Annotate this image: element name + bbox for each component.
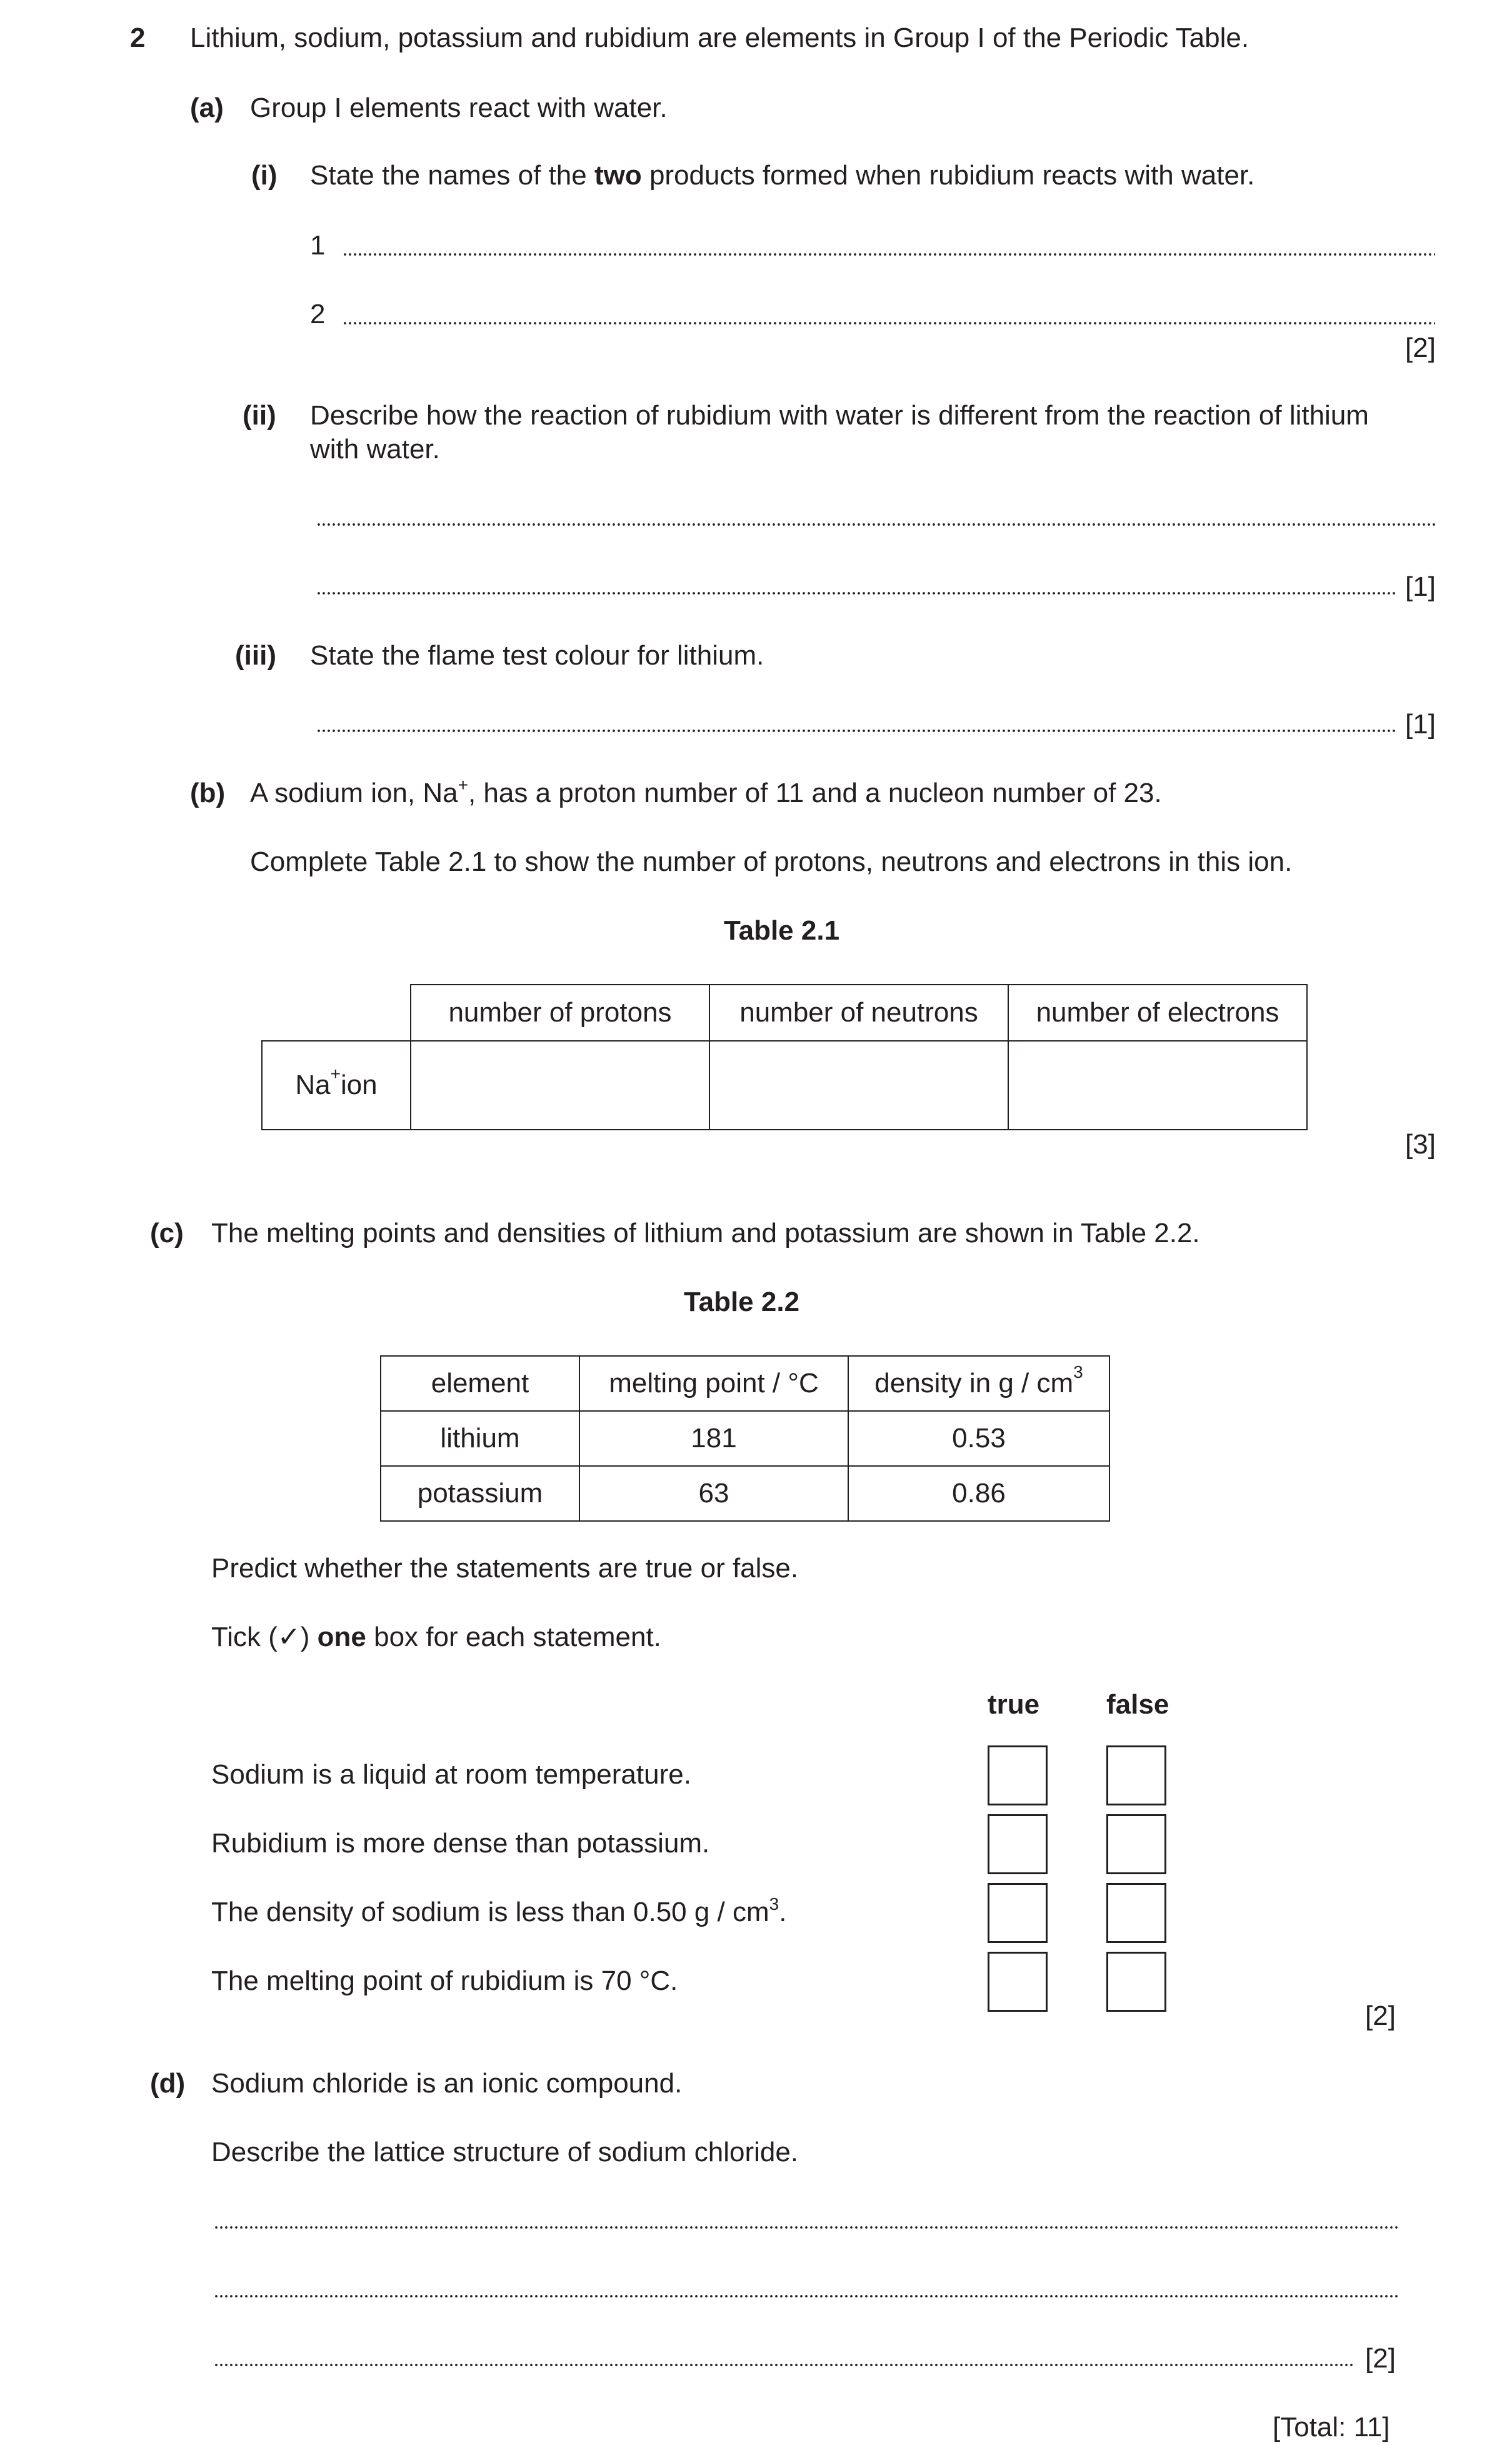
marks-a-i: [2]: [1405, 333, 1436, 363]
statement-1-false-box[interactable]: [1106, 1745, 1166, 1805]
part-b-text: A sodium ion, Na+, has a proton number of 11 and a nucleon number of 23.: [250, 775, 1162, 808]
part-d-text: Sodium chloride is an ionic compound.: [211, 2068, 683, 2099]
table-2-1-header-protons: number of protons: [410, 984, 710, 1042]
answer-line-a-ii-1[interactable]: [316, 523, 1435, 526]
marks-d: [2]: [1365, 2343, 1396, 2374]
statement-3: The density of sodium is less than 0.50 g / $cm^3$.: [211, 1894, 787, 1927]
part-a-ii-label: (ii): [243, 400, 276, 431]
answer-line-2[interactable]: [343, 321, 1435, 325]
part-c-label: (c): [150, 1218, 184, 1248]
answer-line-2-label: 2: [310, 299, 326, 329]
table-2-2-cell: 63: [579, 1465, 849, 1522]
table-2-2-title: Table 2.2: [684, 1287, 800, 1317]
part-a-i-label: (i): [251, 160, 278, 191]
table-2-2-header-element: element: [380, 1355, 580, 1412]
part-a-iii-question: State the flame test colour for lithium.: [310, 640, 764, 671]
part-b-label: (b): [190, 778, 226, 808]
statement-2: Rubidium is more dense than potassium.: [211, 1828, 710, 1859]
statement-1: Sodium is a liquid at room temperature.: [211, 1759, 691, 1790]
table-2-1-answer-protons[interactable]: [410, 1040, 710, 1130]
table-2-2-cell: 0.53: [848, 1410, 1110, 1467]
statement-3-false-box[interactable]: [1106, 1883, 1166, 1943]
table-2-1-row-label: Na + ion: [261, 1040, 411, 1130]
answer-line-a-iii[interactable]: [316, 729, 1395, 733]
marks-a-ii: [1]: [1405, 571, 1436, 602]
answer-line-1-label: 1: [310, 230, 326, 261]
question-intro: Lithium, sodium, potassium and rubidium are elements in Group I of the Periodic Table.: [190, 23, 1249, 53]
answer-line-d-2[interactable]: [214, 2294, 1398, 2298]
question-number: 2: [130, 23, 146, 53]
table-2-1-title: Table 2.1: [724, 915, 840, 946]
table-2-1-answer-electrons[interactable]: [1008, 1040, 1308, 1130]
part-c-predict: Predict whether the statements are true or false.: [211, 1553, 799, 1584]
table-2-2-header-melting-point: melting point / °C: [579, 1355, 849, 1412]
part-a-ii-question-line2: with water.: [310, 434, 440, 464]
marks-c: [2]: [1365, 2001, 1396, 2031]
statement-1-true-box[interactable]: [988, 1745, 1048, 1805]
part-a-label: (a): [190, 93, 224, 123]
answer-line-d-1[interactable]: [214, 2226, 1398, 2229]
false-column-header: false: [1106, 1689, 1169, 1720]
part-b-instruction: Complete Table 2.1 to show the number of protons, neutrons and electrons in this ion.: [250, 846, 1293, 877]
table-2-1-answer-neutrons[interactable]: [709, 1040, 1009, 1130]
table-2-1-header-neutrons: number of neutrons: [709, 984, 1009, 1042]
part-a-iii-label: (iii): [235, 640, 276, 671]
part-a-i-question: State the names of the two products formed when rubidium reacts with water.: [310, 160, 1255, 191]
part-d-label: (d): [150, 2068, 186, 2099]
statement-3-true-box[interactable]: [988, 1883, 1048, 1943]
table-2-2-cell: 181: [579, 1410, 849, 1467]
table-2-2-header-density: density in g / cm 3: [848, 1355, 1110, 1412]
answer-line-1[interactable]: [343, 253, 1435, 256]
statement-4: The melting point of rubidium is 70 °C.: [211, 1966, 678, 1996]
table-2-2-cell: 0.86: [848, 1465, 1110, 1522]
part-d-instruction: Describe the lattice structure of sodium chloride.: [211, 2137, 799, 2167]
part-c-tick-instruction: Tick (✓) one box for each statement.: [211, 1622, 661, 1652]
answer-line-a-ii-2[interactable]: [316, 591, 1395, 595]
statement-2-false-box[interactable]: [1106, 1814, 1166, 1874]
total-marks: [Total: 11]: [1273, 2412, 1390, 2442]
marks-b: [3]: [1405, 1129, 1436, 1160]
part-a-text: Group I elements react with water.: [250, 93, 668, 123]
table-2-2-cell: potassium: [380, 1465, 580, 1522]
true-column-header: true: [988, 1689, 1040, 1720]
statement-4-false-box[interactable]: [1106, 1952, 1166, 2012]
table-2-1-header-electrons: number of electrons: [1008, 984, 1308, 1042]
marks-a-iii: [1]: [1405, 709, 1436, 740]
answer-line-d-3[interactable]: [214, 2363, 1354, 2367]
statement-2-true-box[interactable]: [988, 1814, 1048, 1874]
table-2-2-cell: lithium: [380, 1410, 580, 1467]
part-c-text: The melting points and densities of lithium and potassium are shown in Table 2.2.: [211, 1218, 1200, 1248]
part-a-ii-question-line1: Describe how the reaction of rubidium with water is different from the reaction of lithium: [310, 400, 1369, 431]
statement-4-true-box[interactable]: [988, 1952, 1048, 2012]
